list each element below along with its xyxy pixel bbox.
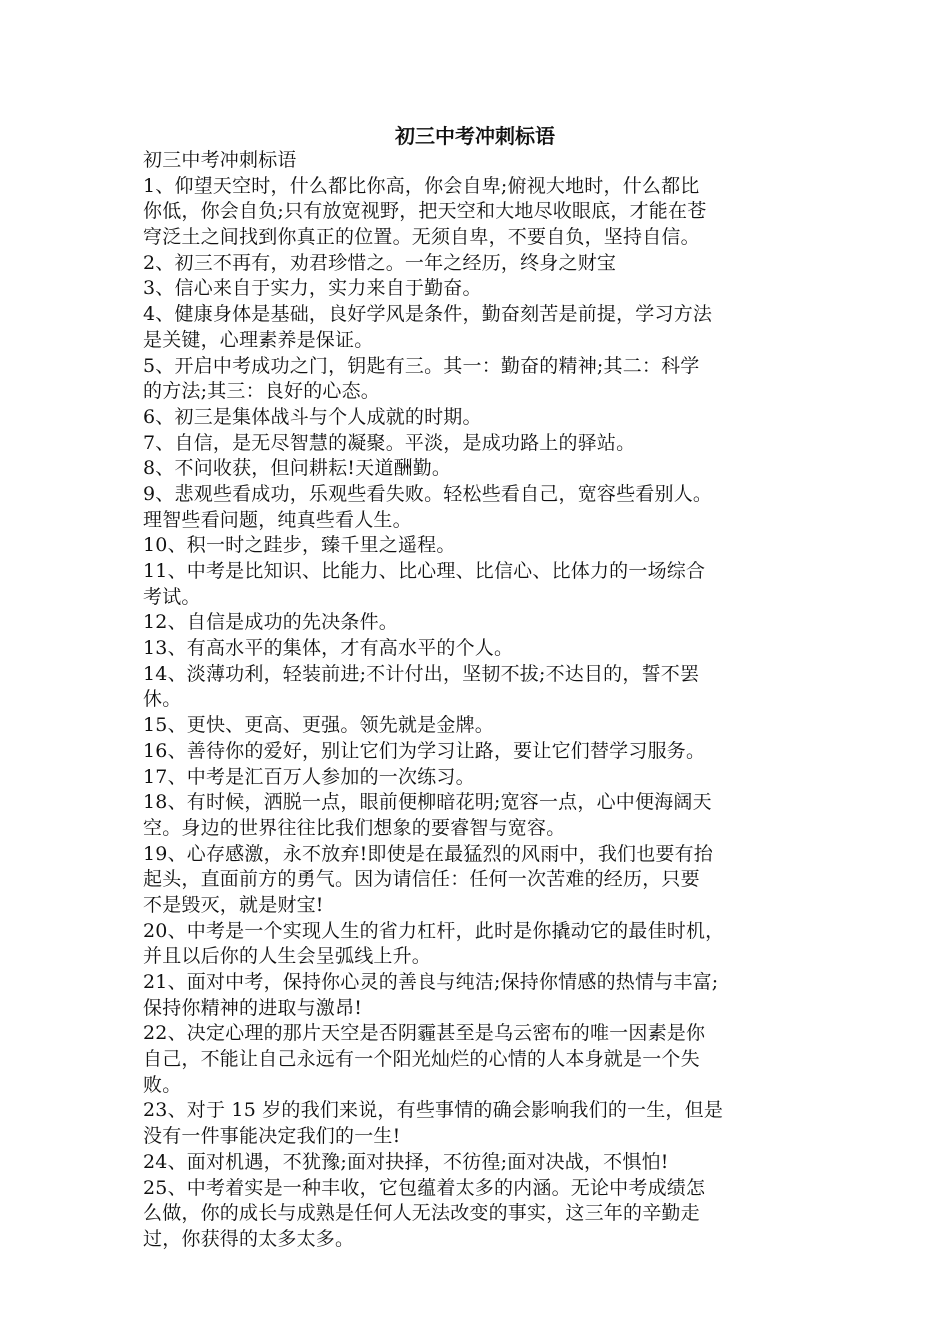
text-line: 败。 bbox=[143, 1073, 182, 1096]
text-line: 并且以后你的人生会呈弧线上升。 bbox=[143, 945, 432, 968]
text-line: 是关键，心理素养是保证。 bbox=[143, 328, 374, 351]
text-line: 休。 bbox=[143, 688, 182, 711]
text-line: 考试。 bbox=[143, 585, 201, 608]
text-line: 5、开启中考成功之门，钥匙有三。其一：勤奋的精神;其二：科学 bbox=[143, 354, 700, 377]
text-line: 24、面对机遇，不犹豫;面对抉择，不彷徨;面对决战，不惧怕! bbox=[143, 1150, 669, 1173]
text-line: 8、不问收获，但问耕耘!天道酬勤。 bbox=[143, 457, 452, 480]
text-line: 18、有时候，洒脱一点，眼前便柳暗花明;宽容一点，心中便海阔天 bbox=[143, 791, 712, 814]
text-line: 2、初三不再有，劝君珍惜之。一年之经历，终身之财宝 bbox=[143, 251, 617, 274]
text-line: 15、更快、更高、更强。领先就是金牌。 bbox=[143, 714, 494, 737]
text-line: 1、仰望天空时，什么都比你高，你会自卑;俯视大地时，什么都比 bbox=[143, 174, 700, 197]
text-line: 12、自信是成功的先决条件。 bbox=[143, 611, 398, 634]
text-line: 3、信心来自于实力，实力来自于勤奋。 bbox=[143, 277, 482, 300]
text-line: 19、心存感激，永不放弃!即使是在最猛烈的风雨中，我们也要有抬 bbox=[143, 842, 714, 865]
text-line: 21、面对中考，保持你心灵的善良与纯洁;保持你情感的热情与丰富; bbox=[143, 971, 719, 993]
text-line: 6、初三是集体战斗与个人成就的时期。 bbox=[143, 405, 482, 428]
text-line: 4、健康身体是基础，良好学风是条件，勤奋刻苦是前提，学习方法 bbox=[143, 303, 713, 326]
text-line: 理智些看问题，纯真些看人生。 bbox=[143, 508, 412, 531]
document-subtitle: 初三中考冲刺标语 bbox=[143, 149, 297, 171]
text-line: 不是毁灭，就是财宝! bbox=[143, 893, 324, 916]
text-line: 11、中考是比知识、比能力、比心理、比信心、比体力的一场综合 bbox=[143, 560, 706, 582]
document-body bbox=[143, 148, 811, 1253]
text-line: 14、淡薄功利，轻装前进;不计付出，坚韧不拔;不达目的，誓不罢 bbox=[143, 662, 700, 685]
text-line: 22、决定心理的那片天空是否阴霾甚至是乌云密布的唯一因素是你 bbox=[143, 1022, 706, 1045]
text-line: 空。身边的世界往往比我们想象的要睿智与宽容。 bbox=[143, 816, 566, 839]
document-title: 初三中考冲刺标语 bbox=[395, 124, 555, 148]
text-line: 穹泛土之间找到你真正的位置。无须自卑，不要自负，坚持自信。 bbox=[143, 226, 700, 249]
text-line: 的方法;其三：良好的心态。 bbox=[143, 380, 381, 403]
text-line: 没有一件事能决定我们的一生! bbox=[143, 1125, 401, 1148]
text-line: 25、中考着实是一种丰收，它包蕴着太多的内涵。无论中考成绩怎 bbox=[143, 1176, 706, 1199]
text-line: 过，你获得的太多太多。 bbox=[143, 1227, 355, 1250]
text-line: 10、积一时之跬步，臻千里之遥程。 bbox=[143, 534, 456, 557]
text-line: 13、有高水平的集体，才有高水平的个人。 bbox=[143, 637, 514, 660]
text-line: 16、善待你的爱好，别让它们为学习让路，要让它们替学习服务。 bbox=[143, 739, 706, 762]
text-line: 起头，直面前方的勇气。因为请信任：任何一次苦难的经历，只要 bbox=[143, 868, 700, 891]
text-line: 9、悲观些看成功，乐观些看失败。轻松些看自己，宽容些看别人。 bbox=[143, 482, 713, 505]
text-line: 17、中考是汇百万人参加的一次练习。 bbox=[143, 765, 475, 788]
text-line: 23、对于 15 岁的我们来说，有些事情的确会影响我们的一生，但是 bbox=[143, 1099, 724, 1122]
text-line: 么做，你的成长与成熟是任何人无法改变的事实，这三年的辛勤走 bbox=[143, 1202, 700, 1225]
text-line: 你低，你会自负;只有放宽视野，把天空和大地尽收眼底，才能在苍 bbox=[143, 200, 707, 223]
text-line: 保持你精神的进取与激昂! bbox=[143, 996, 363, 1019]
text-line: 20、中考是一个实现人生的省力杠杆，此时是你撬动它的最佳时机， bbox=[143, 919, 725, 942]
text-line: 自己，不能让自己永远有一个阳光灿烂的心情的人本身就是一个失 bbox=[143, 1048, 700, 1071]
text-line: 7、自信，是无尽智慧的凝聚。平淡，是成功路上的驿站。 bbox=[143, 431, 636, 454]
